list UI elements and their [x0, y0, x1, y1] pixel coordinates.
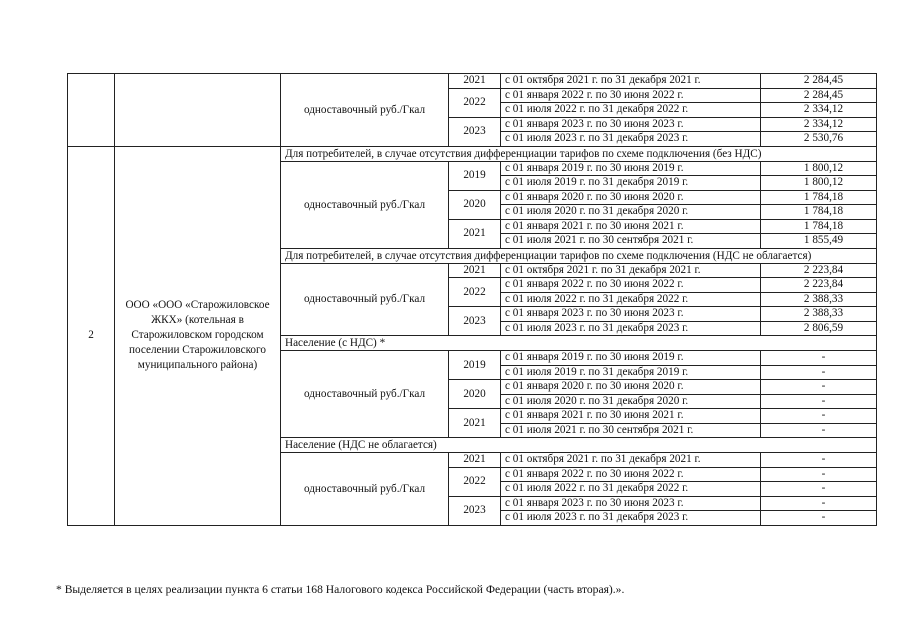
value-cell: 2 223,84 — [761, 278, 877, 293]
footnote: * Выделяется в целях реализации пункта 6 статьи 168 Налогового кодекса Российской Федерации (часть вторая).». — [56, 583, 625, 596]
period-cell: с 01 июля 2020 г. по 31 декабря 2020 г. — [501, 205, 761, 220]
year-cell: 2019 — [449, 161, 501, 190]
org-name-cell: ООО «ООО «Старожиловское ЖКХ» (котельная в Старожиловском городском поселении Старожиловского муниципального района) — [115, 146, 281, 525]
value-cell: 1 800,12 — [761, 161, 877, 176]
value-cell: 2 388,33 — [761, 307, 877, 322]
year-cell: 2023 — [449, 496, 501, 525]
value-cell: 2 284,45 — [761, 88, 877, 103]
section-header: Население (НДС не облагается) — [281, 438, 877, 453]
value-cell: - — [761, 394, 877, 409]
value-cell: - — [761, 467, 877, 482]
value-cell: 2 530,76 — [761, 132, 877, 147]
number-cell-empty — [68, 74, 115, 147]
period-cell: с 01 января 2023 г. по 30 июня 2023 г. — [501, 307, 761, 322]
value-cell: - — [761, 511, 877, 526]
year-cell: 2021 — [449, 74, 501, 89]
period-cell: с 01 июля 2020 г. по 31 декабря 2020 г. — [501, 394, 761, 409]
year-cell: 2021 — [449, 409, 501, 438]
period-cell: с 01 июля 2023 г. по 31 декабря 2023 г. — [501, 132, 761, 147]
section-header: Население (с НДС) * — [281, 336, 877, 351]
value-cell: - — [761, 423, 877, 438]
year-cell: 2022 — [449, 467, 501, 496]
tariff-table — [67, 73, 877, 526]
value-cell: - — [761, 365, 877, 380]
value-cell: 2 334,12 — [761, 103, 877, 118]
period-cell: с 01 октября 2021 г. по 31 декабря 2021 г. — [501, 263, 761, 278]
period-cell: с 01 января 2020 г. по 30 июня 2020 г. — [501, 380, 761, 395]
period-cell: с 01 января 2023 г. по 30 июня 2023 г. — [501, 496, 761, 511]
value-cell: - — [761, 351, 877, 366]
tariff-sheet — [67, 73, 876, 526]
period-cell: с 01 октября 2021 г. по 31 декабря 2021 г. — [501, 74, 761, 89]
value-cell: 1 784,18 — [761, 190, 877, 205]
org-number-cell: 2 — [68, 146, 115, 525]
period-cell: с 01 июля 2022 г. по 31 декабря 2022 г. — [501, 482, 761, 497]
period-cell: с 01 января 2023 г. по 30 июня 2023 г. — [501, 117, 761, 132]
period-cell: с 01 июля 2021 г. по 30 сентября 2021 г. — [501, 234, 761, 249]
period-cell: с 01 января 2021 г. по 30 июня 2021 г. — [501, 219, 761, 234]
period-cell: с 01 июля 2022 г. по 31 декабря 2022 г. — [501, 292, 761, 307]
period-cell: с 01 октября 2021 г. по 31 декабря 2021 г. — [501, 453, 761, 468]
period-cell: с 01 июля 2023 г. по 31 декабря 2023 г. — [501, 321, 761, 336]
value-cell: - — [761, 409, 877, 424]
year-cell: 2020 — [449, 190, 501, 219]
year-cell: 2021 — [449, 219, 501, 248]
tariff-type-cell: одноставочный руб./Гкал — [281, 74, 449, 147]
year-cell: 2023 — [449, 307, 501, 336]
tariff-type-cell: одноставочный руб./Гкал — [281, 161, 449, 248]
period-cell: с 01 июля 2019 г. по 31 декабря 2019 г. — [501, 365, 761, 380]
period-cell: с 01 января 2019 г. по 30 июня 2019 г. — [501, 161, 761, 176]
period-cell: с 01 июля 2023 г. по 31 декабря 2023 г. — [501, 511, 761, 526]
org-cell-empty — [115, 74, 281, 147]
period-cell: с 01 января 2021 г. по 30 июня 2021 г. — [501, 409, 761, 424]
period-cell: с 01 июля 2021 г. по 30 сентября 2021 г. — [501, 423, 761, 438]
value-cell: 2 223,84 — [761, 263, 877, 278]
period-cell: с 01 июля 2022 г. по 31 декабря 2022 г. — [501, 103, 761, 118]
tariff-type-cell: одноставочный руб./Гкал — [281, 453, 449, 526]
value-cell: - — [761, 380, 877, 395]
period-cell: с 01 июля 2019 г. по 31 декабря 2019 г. — [501, 176, 761, 191]
section-header-row — [68, 146, 877, 161]
year-cell: 2021 — [449, 453, 501, 468]
value-cell: 2 806,59 — [761, 321, 877, 336]
value-cell: - — [761, 453, 877, 468]
value-cell: 1 800,12 — [761, 176, 877, 191]
value-cell: 2 388,33 — [761, 292, 877, 307]
value-cell: - — [761, 482, 877, 497]
year-cell: 2020 — [449, 380, 501, 409]
year-cell: 2023 — [449, 117, 501, 146]
period-cell: с 01 января 2019 г. по 30 июня 2019 г. — [501, 351, 761, 366]
year-cell: 2019 — [449, 351, 501, 380]
period-cell: с 01 января 2022 г. по 30 июня 2022 г. — [501, 278, 761, 293]
value-cell: 2 334,12 — [761, 117, 877, 132]
period-cell: с 01 января 2022 г. по 30 июня 2022 г. — [501, 467, 761, 482]
value-cell: 1 784,18 — [761, 219, 877, 234]
section-header: Для потребителей, в случае отсутствия дифференциации тарифов по схеме подключения (без НДС) — [281, 146, 877, 161]
table-row — [68, 74, 877, 89]
year-cell: 2021 — [449, 263, 501, 278]
tariff-type-cell: одноставочный руб./Гкал — [281, 351, 449, 438]
tariff-type-cell: одноставочный руб./Гкал — [281, 263, 449, 336]
value-cell: 1 855,49 — [761, 234, 877, 249]
period-cell: с 01 января 2022 г. по 30 июня 2022 г. — [501, 88, 761, 103]
value-cell: - — [761, 496, 877, 511]
year-cell: 2022 — [449, 88, 501, 117]
section-header: Для потребителей, в случае отсутствия дифференциации тарифов по схеме подключения (НДС не облагается) — [281, 248, 877, 263]
value-cell: 1 784,18 — [761, 205, 877, 220]
period-cell: с 01 января 2020 г. по 30 июня 2020 г. — [501, 190, 761, 205]
year-cell: 2022 — [449, 278, 501, 307]
value-cell: 2 284,45 — [761, 74, 877, 89]
